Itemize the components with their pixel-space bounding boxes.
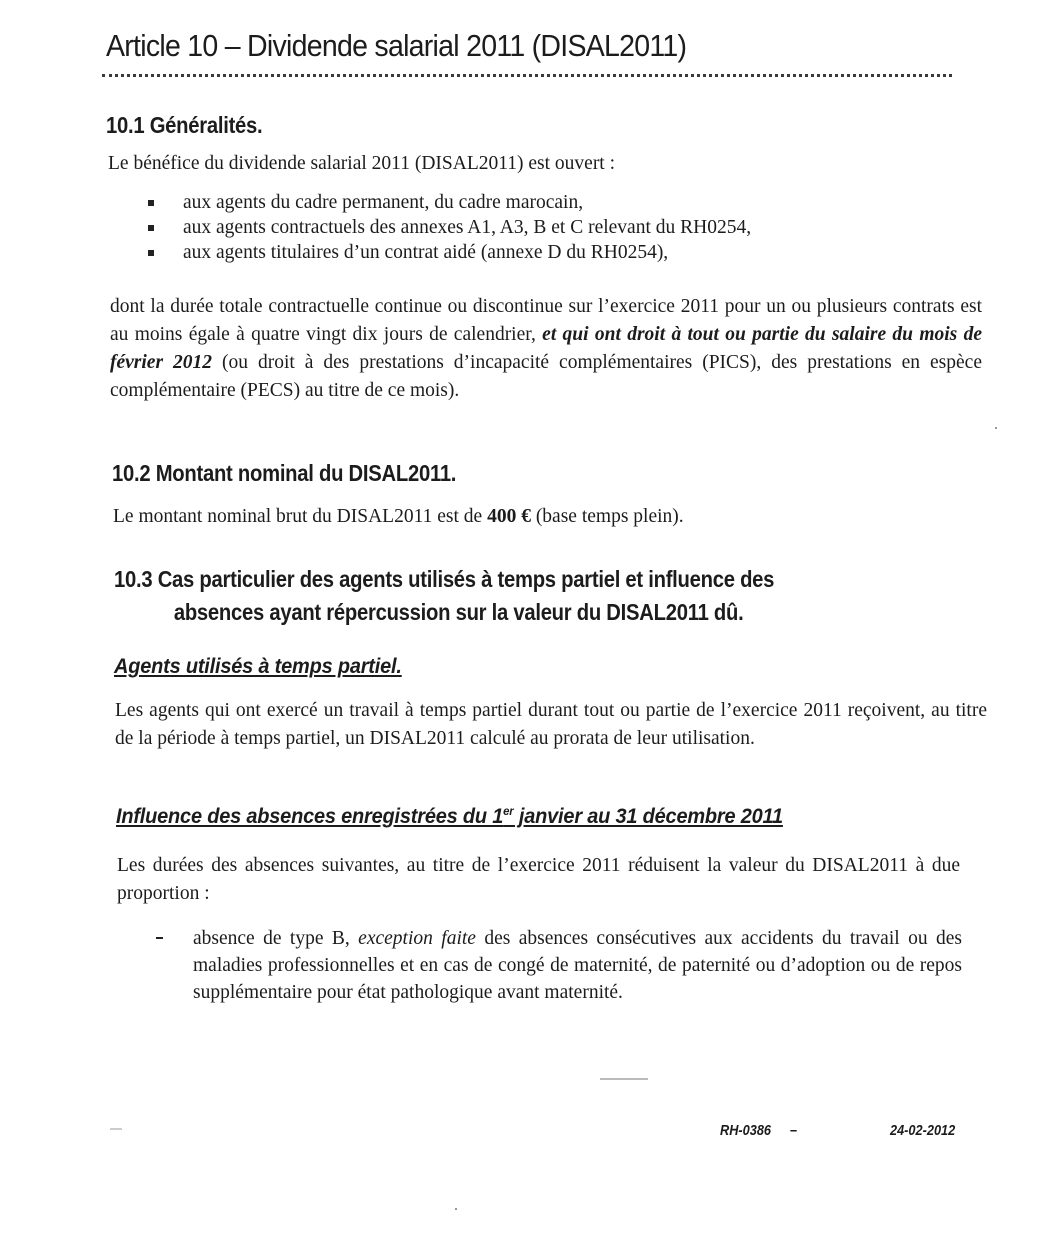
scan-speck bbox=[995, 427, 997, 429]
section-10-2-heading: 10.2 Montant nominal du DISAL2011. bbox=[112, 460, 457, 486]
footer-reference: RH-0386 bbox=[720, 1122, 772, 1139]
footer-date: 24-02-2012 bbox=[890, 1122, 956, 1139]
bullet-icon bbox=[148, 200, 154, 206]
part-time-subheading: Agents utilisés à temps partiel. bbox=[114, 655, 402, 678]
bullet-icon bbox=[148, 225, 154, 231]
list-item bbox=[148, 215, 751, 240]
absence-item-start: absence de type B, bbox=[193, 928, 359, 949]
scan-speck bbox=[455, 1208, 457, 1210]
section-10-3-heading bbox=[114, 563, 774, 629]
list-item bbox=[148, 240, 751, 265]
body-text: dont la durée totale contractuelle continue ou discontinue sur l’exercice 2011 pour un ou plusieurs contrats est au moins égale à quatre vingt dix jours de calendrier, bbox=[110, 296, 982, 345]
absence-item-emphasis: exception faite bbox=[358, 928, 476, 949]
absence-item-end: des absences consécutives aux accidents du travail ou des maladies professionnelles et en cas de congé de maternité, de paternité ou d’adoption ou de repos supplémentaire pour état pathologique avant maternité. bbox=[193, 928, 962, 1003]
body-emphasis: et qui ont droit à tout ou partie du salaire du mois de février 2012 bbox=[110, 324, 982, 373]
footer-separator: – bbox=[790, 1122, 798, 1139]
body-text-continued: (ou droit à des prestations d’incapacité complémentaires (PICS), des prestations en espèce complémentaire (PECS) au titre de ce mois). bbox=[110, 352, 982, 401]
eligibility-list bbox=[148, 190, 751, 265]
absences-subheading bbox=[116, 805, 783, 829]
ordinal-suffix: er bbox=[503, 804, 514, 818]
section-10-1-intro: Le bénéfice du dividende salarial 2011 (DISAL2011) est ouvert : bbox=[108, 153, 616, 174]
amount-value: 400 € bbox=[487, 506, 531, 527]
bullet-icon bbox=[148, 250, 154, 256]
scan-smudge bbox=[110, 1128, 122, 1130]
section-10-2-body bbox=[113, 503, 684, 531]
scan-smudge bbox=[600, 1078, 648, 1080]
list-item bbox=[148, 190, 751, 215]
redaction bbox=[808, 1118, 878, 1140]
list-item-text: aux agents du cadre permanent, du cadre marocain, bbox=[183, 192, 584, 213]
section-10-1-heading: 10.1 Généralités. bbox=[106, 112, 263, 138]
absence-item-text bbox=[193, 925, 962, 1006]
section-10-3-heading-line2: absences ayant répercussion sur la valeur du DISAL2011 dû. bbox=[173, 599, 744, 625]
part-time-body: Les agents qui ont exercé un travail à temps partiel durant tout ou partie de l’exercice 2011 reçoivent, au titre de la période à temps partiel, un DISAL2011 calculé au prorata de leur utilisation. bbox=[115, 700, 987, 749]
absences-subheading-text-end: janvier au 31 décembre 2011 bbox=[513, 805, 783, 828]
list-item-text: aux agents contractuels des annexes A1, A3, B et C relevant du RH0254, bbox=[183, 217, 752, 238]
section-10-1-body bbox=[110, 293, 982, 405]
amount-text: Le montant nominal brut du DISAL2011 est de bbox=[113, 506, 488, 527]
amount-note: (base temps plein). bbox=[530, 506, 684, 527]
article-title: Article 10 – Dividende salarial 2011 (DISAL2011) bbox=[106, 28, 687, 63]
absences-subheading-text: Influence des absences enregistrées du 1 bbox=[116, 805, 504, 828]
dash-bullet-icon bbox=[156, 937, 163, 939]
section-10-3-heading-line1: 10.3 Cas particulier des agents utilisés à temps partiel et influence des bbox=[114, 566, 775, 592]
title-underline bbox=[102, 74, 952, 77]
list-item-text: aux agents titulaires d’un contrat aidé (annexe D du RH0254), bbox=[183, 242, 669, 263]
absences-body: Les durées des absences suivantes, au titre de l’exercice 2011 réduisent la valeur du DISAL2011 à due proportion : bbox=[117, 855, 960, 904]
